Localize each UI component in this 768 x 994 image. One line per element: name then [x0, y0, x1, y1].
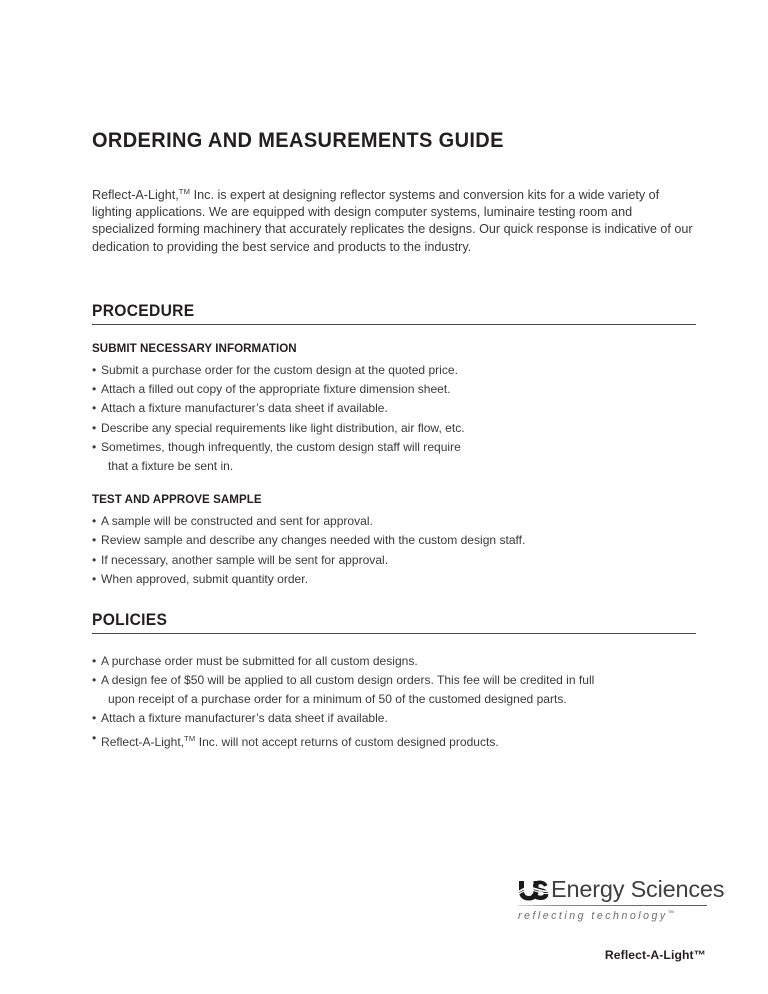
list-item-text: If necessary, another sample will be sent for approval.	[101, 552, 389, 567]
list-item-text: Attach a fixture manufacturer’s data sheet if available.	[101, 711, 388, 726]
bullet-point-icon: •	[92, 514, 97, 529]
bullet-point-icon: •	[92, 382, 97, 397]
logo-tagline-text: reflecting technology	[518, 910, 668, 922]
bullet-point-icon: •	[92, 439, 97, 454]
list-item-text: A design fee of $50 will be applied to all custom design orders. This fee will be credited in full	[101, 673, 595, 687]
bullet-point-icon: •	[92, 420, 97, 435]
list-item	[92, 652, 696, 671]
bullet-point-icon: •	[92, 571, 97, 586]
company-logo	[518, 876, 725, 922]
bullet-list-test-approve	[92, 512, 696, 589]
footer-brand: Reflect-A-Light™	[604, 948, 706, 962]
bullet-list-submit-info	[92, 361, 696, 476]
section-heading-procedure: PROCEDURE	[92, 301, 195, 321]
us-monogram-icon	[518, 879, 549, 901]
list-item-text: Review sample and describe any changes needed with the custom design staff.	[101, 533, 526, 548]
list-item-text-after: Inc. will not accept returns of custom designed products.	[195, 734, 499, 749]
list-item-text: Submit a purchase order for the custom design at the quoted price.	[101, 363, 458, 378]
list-item-text: A sample will be constructed and sent for approval.	[101, 514, 373, 529]
list-item	[92, 419, 696, 438]
trademark-superscript: TM	[178, 186, 191, 196]
page-title: ORDERING AND MEASUREMENTS GUIDE	[92, 128, 504, 152]
list-item	[92, 551, 696, 570]
list-item	[92, 570, 696, 589]
list-item	[92, 399, 696, 418]
list-item-text: Attach a fixture manufacturer’s data sheet if available.	[101, 401, 388, 416]
bullet-point-icon: •	[92, 401, 97, 416]
list-item-continuation: that a fixture be sent in.	[108, 459, 234, 474]
list-item-text: A purchase order must be submitted for all custom designs.	[101, 653, 418, 668]
trademark-icon: ™	[667, 910, 675, 917]
bullet-point-icon: •	[92, 673, 97, 687]
logo-wordmark: Energy Sciences	[551, 876, 725, 902]
list-item-text: Sometimes, though infrequently, the custom design staff will require	[101, 439, 461, 454]
bullet-point-icon: •	[92, 363, 97, 378]
list-item	[92, 709, 696, 728]
logo-divider	[518, 905, 707, 906]
list-item-text: Reflect-A-Light,	[101, 734, 185, 749]
intro-brand: Reflect-A-Light,	[92, 187, 179, 202]
section-heading-policies: POLICIES	[92, 609, 168, 629]
intro-body: Inc. is expert at designing reflector systems and conversion kits for a wide variety of lighting applications. We are equipped with design computer systems, luminaire testing room and specialized forming machinery that accurately replicates the designs. Our quick response is indicative of our dedication to providing the best service and products to the industry.	[92, 187, 693, 254]
bullet-point-icon: •	[92, 730, 97, 745]
list-item	[92, 438, 696, 476]
intro-paragraph	[92, 183, 693, 257]
logo-tagline	[518, 910, 708, 922]
list-item-text: Attach a filled out copy of the appropriate fixture dimension sheet.	[101, 382, 451, 397]
list-item	[92, 380, 696, 399]
list-item-text: When approved, submit quantity order.	[101, 571, 308, 586]
list-item	[92, 512, 696, 531]
bullet-point-icon: •	[92, 711, 97, 726]
subsection-heading-test-approve: TEST AND APPROVE SAMPLE	[92, 493, 262, 507]
bullet-point-icon: •	[92, 533, 97, 548]
bullet-point-icon: •	[92, 552, 97, 567]
list-item	[92, 671, 696, 709]
subsection-heading-submit-info: SUBMIT NECESSARY INFORMATION	[92, 342, 297, 356]
bullet-point-icon: •	[92, 653, 97, 668]
list-item	[92, 729, 696, 752]
bullet-list-policies	[92, 652, 696, 752]
trademark-superscript: TM	[184, 733, 196, 743]
list-item-continuation: upon receipt of a purchase order for a minimum of 50 of the customed designed parts.	[108, 692, 567, 707]
document-body	[92, 129, 696, 752]
logo-row	[518, 876, 725, 902]
list-item-text: Describe any special requirements like light distribution, air flow, etc.	[101, 420, 465, 435]
list-item	[92, 361, 696, 380]
list-item	[92, 531, 696, 550]
